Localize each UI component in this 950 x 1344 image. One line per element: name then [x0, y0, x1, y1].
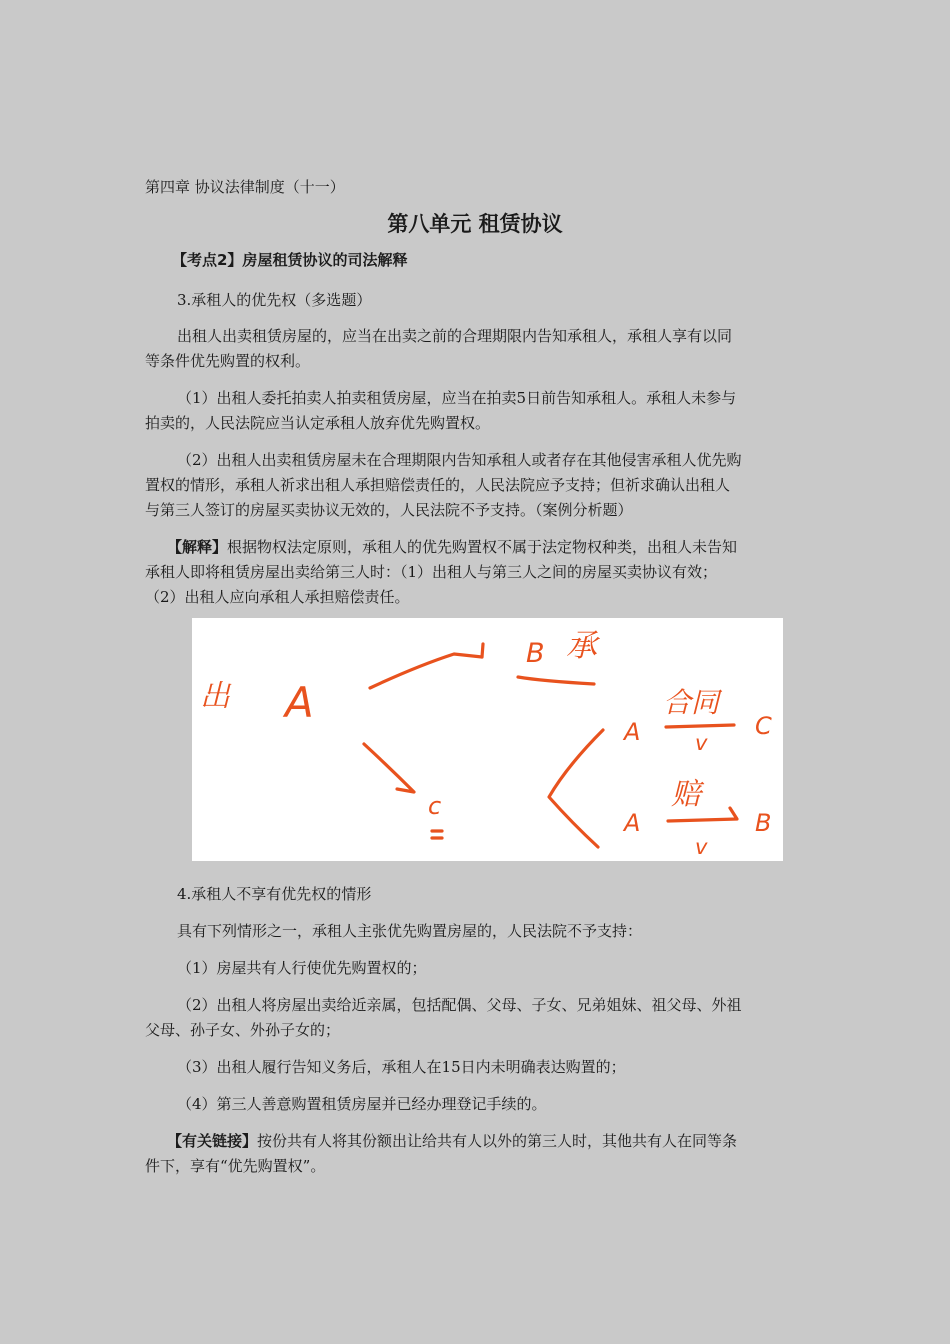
diagram-v1-label: v	[695, 731, 708, 755]
chapter-heading: 第四章 协议法律制度（十一）	[145, 178, 345, 196]
diagram-cheng-label: 承	[566, 628, 597, 664]
related-link-text-1: 按份共有人将其份额出让给共有人以外的第三人时，其他共有人在同等条	[257, 1132, 738, 1150]
explanation-line-3: （2）出租人应向承租人承担赔偿责任。	[145, 588, 410, 606]
paragraph-3-line-3: 与第三人签订的房屋买卖协议无效的，人民法院不予支持。（案例分析题）	[145, 501, 633, 519]
equals-mark	[432, 831, 442, 838]
diagram-c2-label: C	[755, 712, 772, 740]
arrow-head-b	[482, 644, 483, 657]
diagram-svg	[192, 618, 783, 861]
contract-line	[666, 725, 734, 727]
arrow-a-to-b	[370, 654, 482, 688]
explanation-tag: 【解释】	[167, 538, 228, 556]
paragraph-2-line-2: 拍卖的，人民法院应当认定承租人放弃优先购置权。	[145, 414, 491, 432]
handwritten-diagram	[192, 618, 783, 861]
paragraph-2-line-1: （1）出租人委托拍卖人拍卖租赁房屋，应当在拍卖5日前告知承租人。承租人未参与	[177, 389, 737, 407]
diagram-b-label: B	[526, 638, 545, 669]
diagram-c-label: c	[428, 792, 442, 820]
explanation-line-2: 承租人即将租赁房屋出卖给第三人时：（1）出租人与第三人之间的房屋买卖协议有效；	[145, 563, 718, 581]
explanation-line-1	[167, 536, 737, 557]
explanation-text-1: 根据物权法定原则，承租人的优先购置权不属于法定物权种类，出租人未告知	[227, 538, 738, 556]
item-2-line-2: 父母、孙子女、外孙子女的；	[145, 1021, 341, 1039]
exam-point-heading: 【考点2】房屋租赁协议的司法解释	[172, 251, 408, 269]
section-3-heading: 3.承租人的优先权（多选题）	[177, 291, 372, 309]
paragraph-3-line-2: 置权的情形，承租人祈求出租人承担赔偿责任的，人民法院应予支持；但祈求确认出租人	[145, 476, 731, 494]
b-underline	[518, 677, 594, 684]
section-4-heading: 4.承租人不享有优先权的情形	[177, 885, 372, 903]
related-link-tag: 【有关链接】	[167, 1132, 258, 1150]
item-2-line-1: （2）出租人将房屋出卖给近亲属，包括配偶、父母、子女、兄弟姐妹、祖父母、外祖	[177, 996, 742, 1014]
diagram-he-label: 合同	[663, 686, 720, 719]
diagram-a2-label: A	[624, 718, 641, 746]
diagram-v2-label: v	[695, 835, 708, 859]
related-link-line-1	[167, 1130, 737, 1151]
diagram-a3-label: A	[624, 809, 641, 837]
item-3: （3）出租人履行告知义务后，承租人在15日内未明确表达购置的；	[177, 1058, 626, 1076]
diagram-pei-label: 赔	[671, 777, 701, 812]
section-4-intro: 具有下列情形之一，承租人主张优先购置房屋的，人民法院不予支持：	[177, 922, 643, 940]
diagram-chu-label: 出	[200, 679, 230, 714]
item-4: （4）第三人善意购置租赁房屋并已经办理登记手续的。	[177, 1095, 547, 1113]
bracket-mark	[549, 730, 603, 847]
paragraph-1-line-2: 等条件优先购置的权利。	[145, 352, 311, 370]
unit-title: 第八单元 租赁协议	[387, 212, 563, 236]
related-link-line-2: 件下，享有“优先购置权”。	[145, 1157, 326, 1175]
paragraph-1-line-1: 出租人出卖租赁房屋的，应当在出卖之前的合理期限内告知承租人，承租人享有以同	[177, 327, 733, 345]
item-1: （1）房屋共有人行使优先购置权的；	[177, 959, 427, 977]
diagram-a-label: A	[285, 678, 314, 727]
diagram-b3-label: B	[755, 809, 772, 837]
paragraph-3-line-1: （2）出租人出卖租赁房屋未在合理期限内告知承租人或者存在其他侵害承租人优先购	[177, 451, 742, 469]
arrow-a-to-c	[364, 744, 414, 792]
